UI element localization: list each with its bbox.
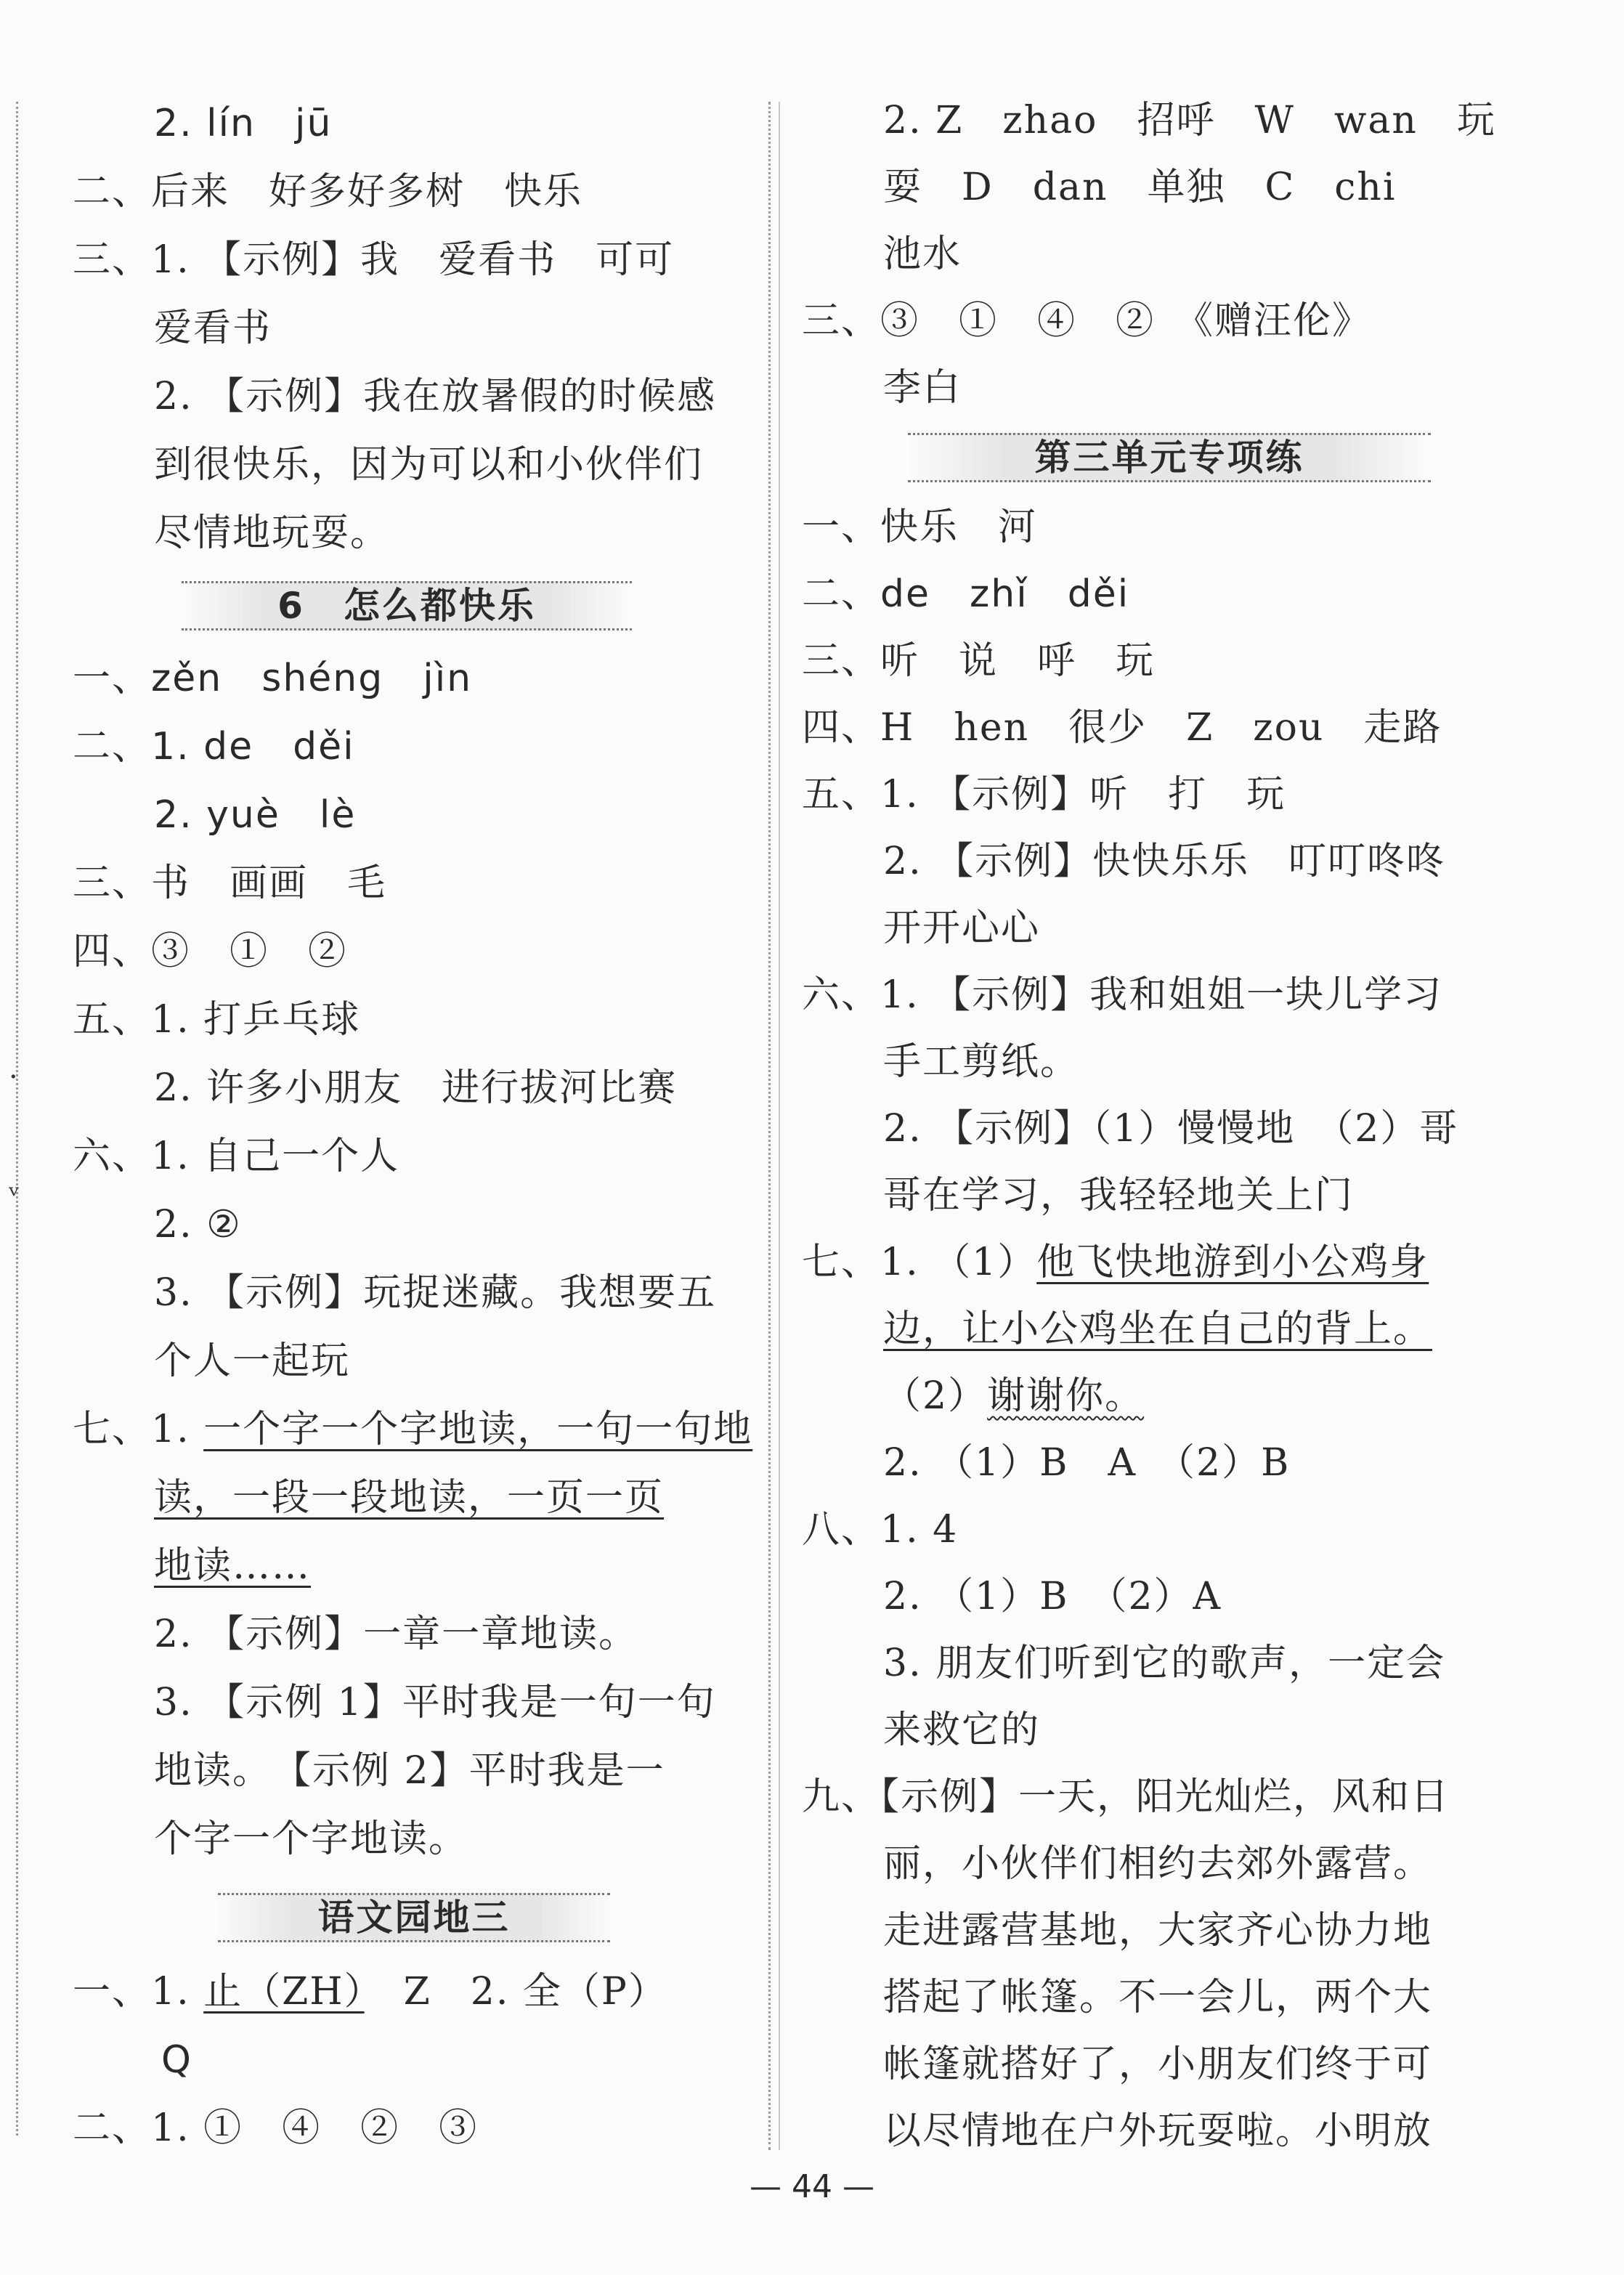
section-heading: 第三单元专项练 [908,433,1431,482]
answer-line: 哥在学习，我轻轻地关上门 [883,1174,1355,1217]
answer-line: 三、书 画画 毛 [73,861,387,905]
underlined-answer: 止（ZH） [203,1970,365,2014]
answer-line: 一、zěn shéng jìn [73,657,473,700]
answer-line: 四、③ ① ② [73,930,348,973]
answer-line: 走进露营基地，大家齐心协力地 [883,1909,1433,1952]
answer-line [802,1239,1429,1286]
underlined-answer: 读，一段一段地读，一页一页 [154,1476,665,1520]
answer-line: 搭起了帐篷。不一会儿，两个大 [883,1976,1433,2019]
answer-line: 李白 [883,366,962,410]
underlined-answer: 地读…… [154,1544,312,1588]
answer-line: 以尽情地在户外玩耍啦。小明放 [883,2109,1433,2153]
answer-line: 2. yuè lè [154,793,357,837]
left-margin-rule [16,102,18,2136]
answer-line: 九、【示例】一天，阳光灿烂，风和日 [802,1775,1450,1819]
answer-line: 2. lín jū [154,102,333,145]
answer-line: 二、1. ① ④ ② ③ [73,2106,479,2150]
answer-line: 八、1. 4 [802,1508,959,1552]
answer-line: 三、③ ① ④ ② 《赠汪伦》 [802,299,1372,343]
answer-line: 池水 [883,232,962,276]
answer-line: 个字一个字地读。 [154,1817,468,1861]
page-number: — 44 — [750,2168,874,2205]
answer-line: 2. Z zhao 招呼 W wan 玩 [883,99,1496,142]
answer-line: 3. 【示例】玩捉迷藏。我想要五 [154,1271,717,1315]
answer-line: 丽，小伙伴们相约去郊外露营。 [883,1842,1433,1886]
answer-line: 2. （1）B （2）A [883,1575,1222,1618]
section-heading: 6 怎么都快乐 [182,581,632,630]
answer-line: 五、1. 【示例】听 打 玩 [802,773,1286,816]
answer-line: 地读。 【示例 2】平时我是一 [154,1749,665,1793]
answer-line: 开开心心 [883,907,1041,950]
answer-line [73,1968,667,2015]
answer-line: 来救它的 [883,1708,1041,1752]
answer-line: 2. 【示例】（1）慢慢地 （2）哥 [883,1107,1459,1151]
answer-line: 2. 【示例】我在放暑假的时候感 [154,375,717,418]
answer-line: 2. ② [154,1203,242,1246]
answer-line: 一、快乐 河 [802,506,1038,549]
underlined-answer: 边，让小公鸡坐在自己的背上。 [883,1307,1433,1351]
answer-rest: Z 2. 全（P） [364,1970,667,2014]
answer-line: 爱看书 [154,307,272,350]
scan-mark: · [9,1061,18,1094]
answer-line: 四、H hen 很少 Z zou 走路 [802,706,1442,750]
answer-line: 2. 许多小朋友 进行拔河比赛 [154,1066,678,1110]
underlined-answer: 一个字一个字地读，一句一句地 [203,1408,753,1451]
answer-prefix: 一、1. [73,1970,204,2014]
underlined-answer: 他飞快地游到小公鸡身 [1036,1241,1429,1284]
section-heading: 语文园地三 [218,1893,610,1942]
answer-line [73,1406,752,1453]
answer-line: 耍 D dan 单独 C chi [883,166,1397,209]
scan-mark: ᵥ [9,1169,20,1203]
answer-line: 2. （1）B A （2）B [883,1441,1291,1485]
answer-line: Q [161,2038,192,2082]
answer-line: 二、de zhǐ děi [802,572,1130,616]
answer-line: 3. 【示例 1】平时我是一句一句 [154,1681,716,1724]
answer-line: 手工剪纸。 [883,1040,1080,1084]
answer-prefix: 七、1. （1） [802,1241,1037,1284]
answer-line: 六、1. 自己一个人 [73,1135,400,1178]
answer-line: 2. 【示例】快快乐乐 叮叮咚咚 [883,840,1446,883]
answer-line: 个人一起玩 [154,1339,351,1383]
answer-line: 3. 朋友们听到它的歌声，一定会 [883,1642,1446,1685]
answer-line [883,1373,1144,1419]
answer-line: 到很快乐，因为可以和小伙伴们 [154,443,704,487]
answer-line: 三、听 说 呼 玩 [802,639,1156,683]
wavy-underlined-answer: 谢谢你。 [987,1374,1145,1418]
right-column [799,0,1525,2179]
answer-line: 二、后来 好多好多树 快乐 [73,170,583,214]
left-column [73,0,799,2179]
answer-line: 六、1. 【示例】我和姐姐一块儿学习 [802,973,1443,1017]
answer-line: 帐篷就搭好了，小朋友们终于可 [883,2043,1433,2086]
answer-line: 五、1. 打乒乓球 [73,998,361,1042]
answer-line: 二、1. de děi [73,725,355,769]
answer-prefix: 七、1. [73,1408,204,1451]
answer-line: 2. 【示例】一章一章地读。 [154,1613,638,1656]
answer-prefix: （2） [883,1374,988,1418]
answer-line: 三、1. 【示例】我 爱看书 可可 [73,238,675,282]
answer-line: 尽情地玩耍。 [154,511,390,555]
